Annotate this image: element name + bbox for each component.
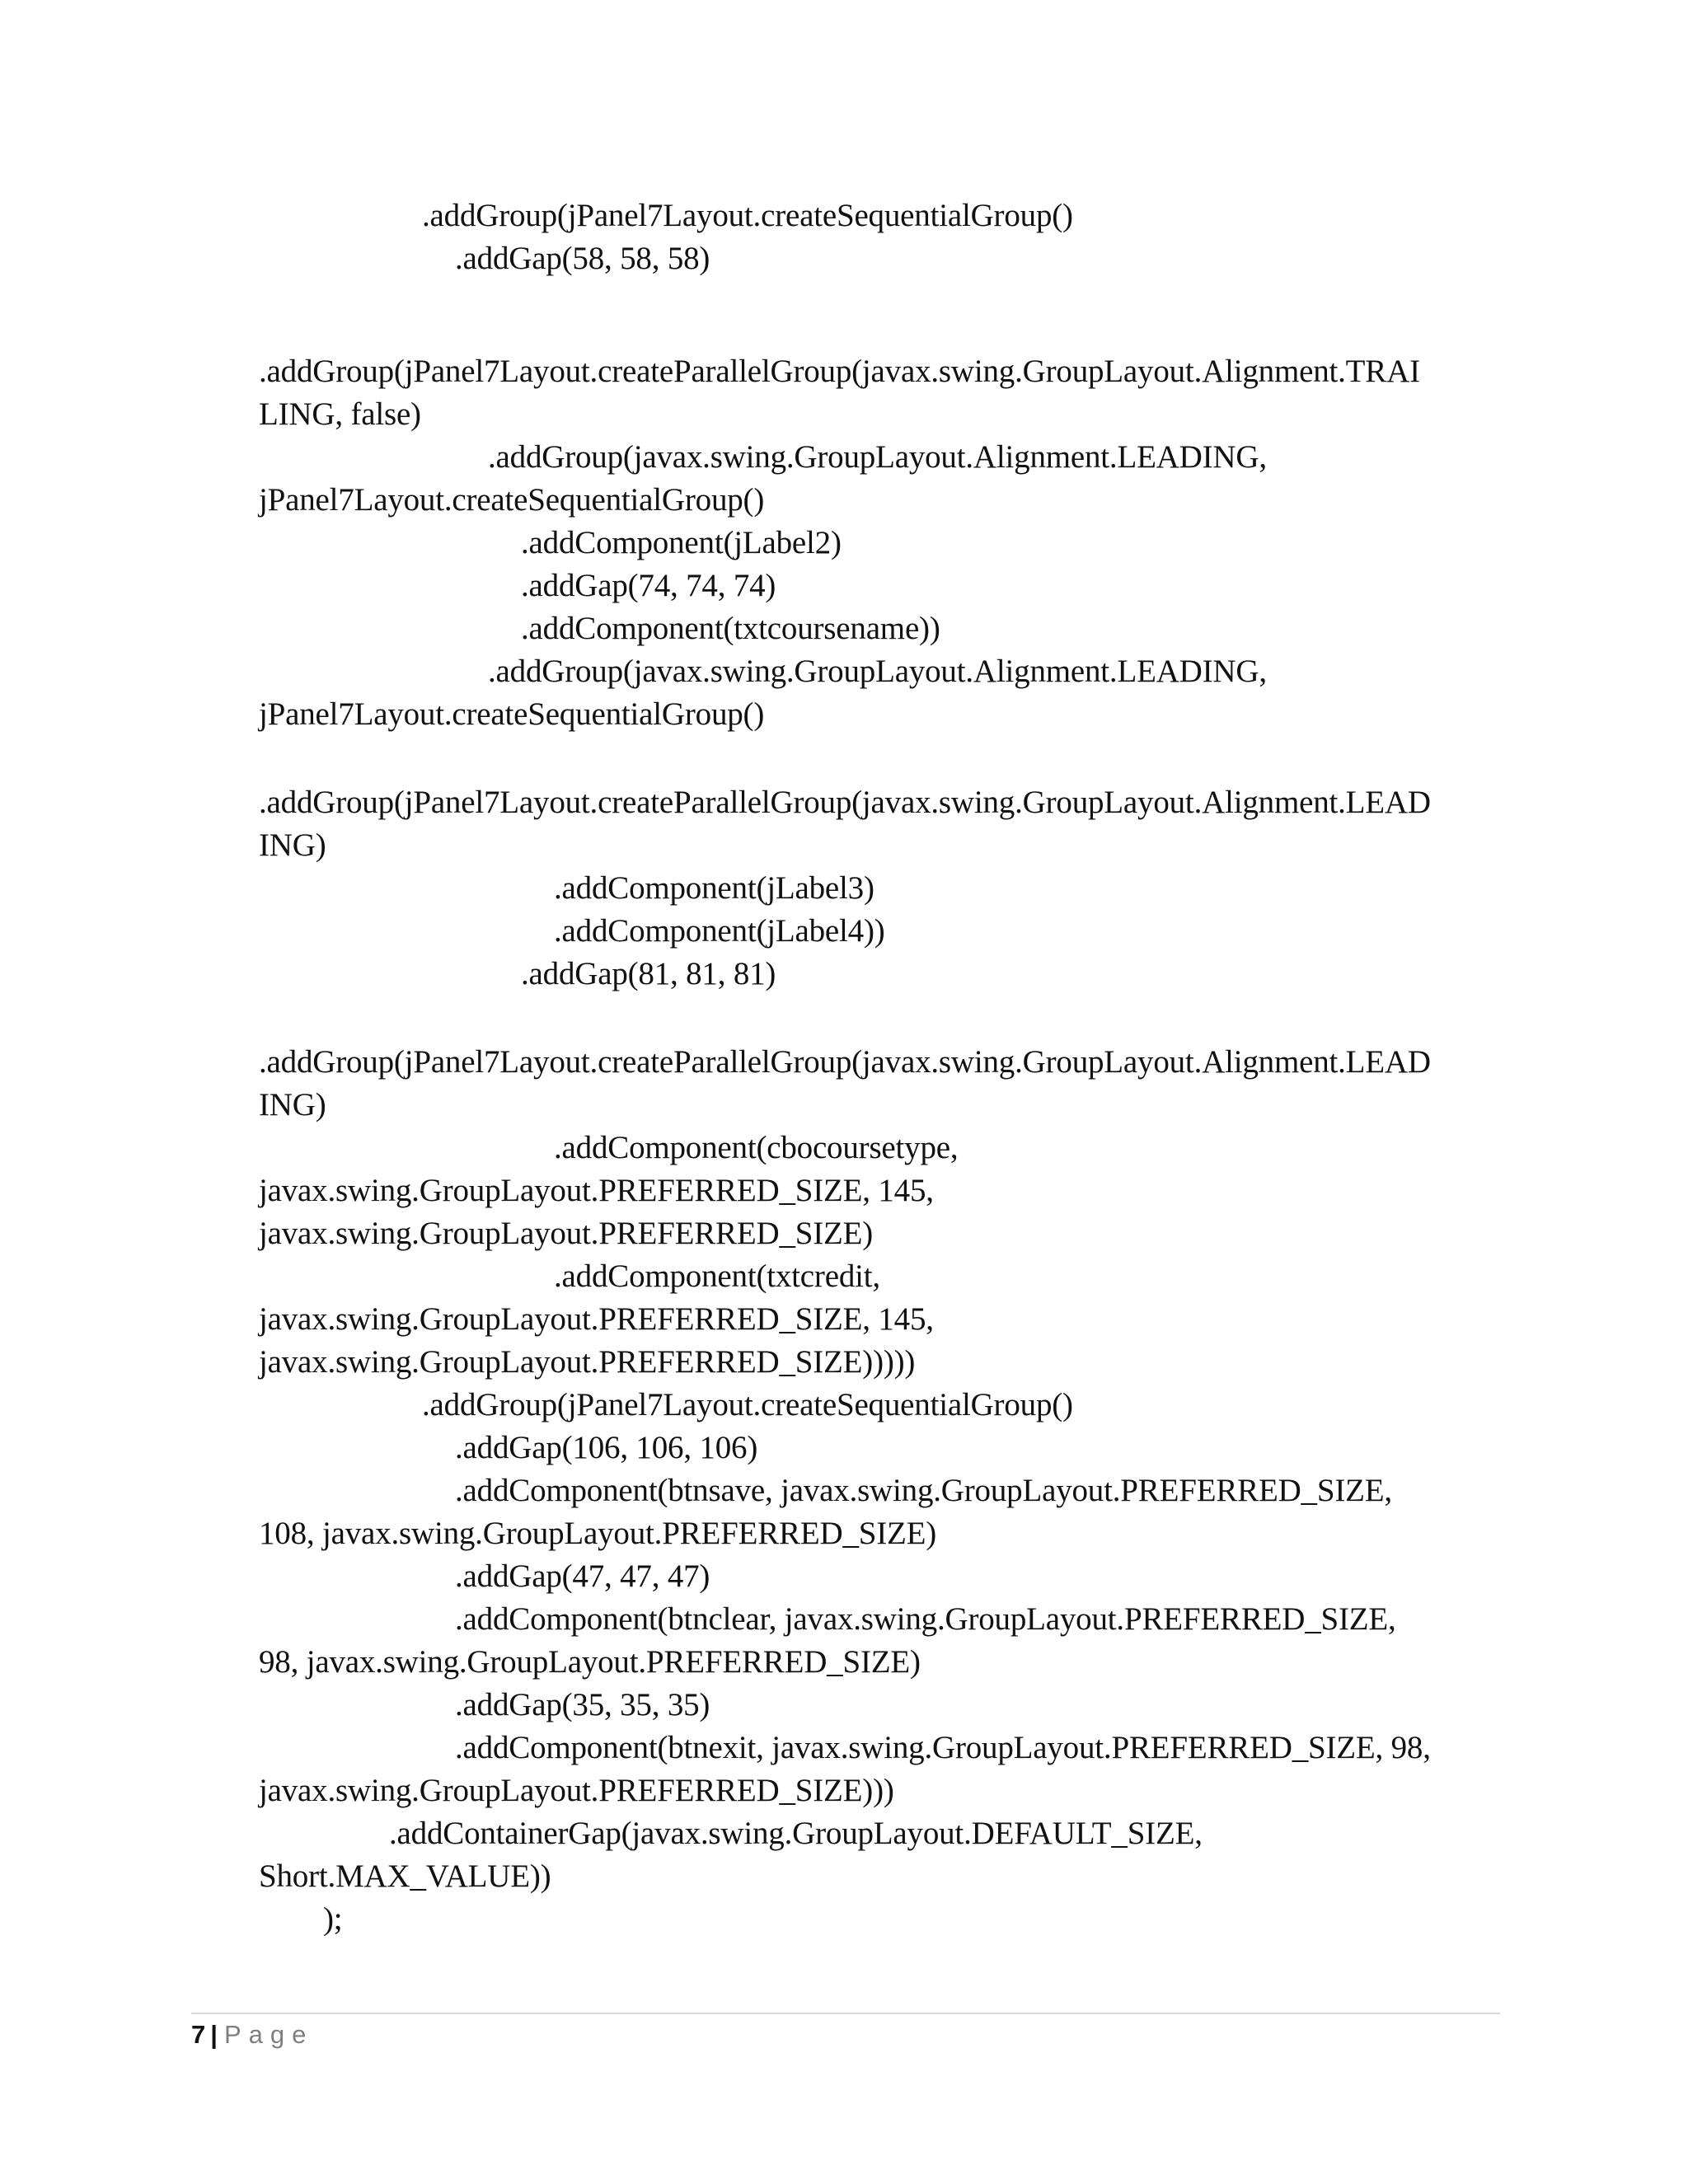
code-line: .addComponent(btnexit, javax.swing.GroupLayout.PREFERRED_SIZE, 98, bbox=[455, 1730, 1431, 1765]
code-line: .addGroup(jPanel7Layout.createParallelGroup(javax.swing.GroupLayout.Alignment.TRAI bbox=[259, 354, 1420, 389]
code-line: Short.MAX_VALUE)) bbox=[259, 1858, 551, 1894]
code-line: jPanel7Layout.createSequentialGroup() bbox=[259, 482, 765, 518]
code-line: .addComponent(txtcredit, bbox=[554, 1258, 880, 1294]
code-line: .addGroup(jPanel7Layout.createParallelGroup(javax.swing.GroupLayout.Alignment.LEAD bbox=[259, 785, 1431, 820]
code-line: .addComponent(txtcoursename)) bbox=[521, 611, 940, 646]
page-footer bbox=[191, 2018, 313, 2052]
code-line: .addGap(106, 106, 106) bbox=[455, 1430, 758, 1465]
code-line: javax.swing.GroupLayout.PREFERRED_SIZE))) bbox=[259, 1773, 894, 1808]
code-line: .addComponent(jLabel2) bbox=[521, 525, 842, 560]
code-line: .addContainerGap(javax.swing.GroupLayout.DEFAULT_SIZE, bbox=[389, 1816, 1203, 1851]
code-line: .addGap(35, 35, 35) bbox=[455, 1687, 710, 1722]
code-line: .addComponent(cbocoursetype, bbox=[554, 1130, 959, 1165]
page-label: Page bbox=[223, 2020, 314, 2049]
code-line: 98, javax.swing.GroupLayout.PREFERRED_SIZE) bbox=[259, 1644, 921, 1680]
code-line: jPanel7Layout.createSequentialGroup() bbox=[259, 696, 765, 732]
code-line: javax.swing.GroupLayout.PREFERRED_SIZE) bbox=[259, 1216, 874, 1251]
code-line: .addComponent(btnclear, javax.swing.GroupLayout.PREFERRED_SIZE, bbox=[455, 1601, 1396, 1637]
code-line: .addGroup(javax.swing.GroupLayout.Alignment.LEADING, bbox=[488, 439, 1267, 475]
code-line: .addComponent(jLabel4)) bbox=[554, 913, 885, 949]
code-line: .addGroup(jPanel7Layout.createParallelGroup(javax.swing.GroupLayout.Alignment.LEAD bbox=[259, 1044, 1431, 1080]
page-number: 7 bbox=[191, 2020, 206, 2049]
code-line: 108, javax.swing.GroupLayout.PREFERRED_SIZE) bbox=[259, 1516, 937, 1551]
code-line: ); bbox=[323, 1901, 343, 1937]
code-line: ING) bbox=[259, 827, 326, 863]
code-line: .addComponent(btnsave, javax.swing.GroupLayout.PREFERRED_SIZE, bbox=[455, 1473, 1392, 1508]
code-line: .addGap(74, 74, 74) bbox=[521, 568, 776, 603]
code-line: javax.swing.GroupLayout.PREFERRED_SIZE))))) bbox=[259, 1344, 916, 1380]
code-line: .addComponent(jLabel3) bbox=[554, 870, 874, 906]
code-line: .addGroup(jPanel7Layout.createSequentialGroup() bbox=[422, 198, 1073, 233]
code-line: LING, false) bbox=[259, 396, 421, 432]
footer-separator: | bbox=[210, 2020, 218, 2049]
code-line: ING) bbox=[259, 1087, 326, 1122]
code-line: .addGroup(jPanel7Layout.createSequentialGroup() bbox=[422, 1387, 1073, 1422]
code-line: javax.swing.GroupLayout.PREFERRED_SIZE, 145, bbox=[259, 1301, 934, 1337]
footer-divider bbox=[191, 2013, 1500, 2014]
code-line: .addGap(47, 47, 47) bbox=[455, 1558, 710, 1594]
code-line: javax.swing.GroupLayout.PREFERRED_SIZE, 145, bbox=[259, 1173, 934, 1208]
code-line: .addGap(81, 81, 81) bbox=[521, 956, 776, 991]
code-line: .addGap(58, 58, 58) bbox=[455, 241, 710, 276]
code-line: .addGroup(javax.swing.GroupLayout.Alignment.LEADING, bbox=[488, 654, 1267, 689]
